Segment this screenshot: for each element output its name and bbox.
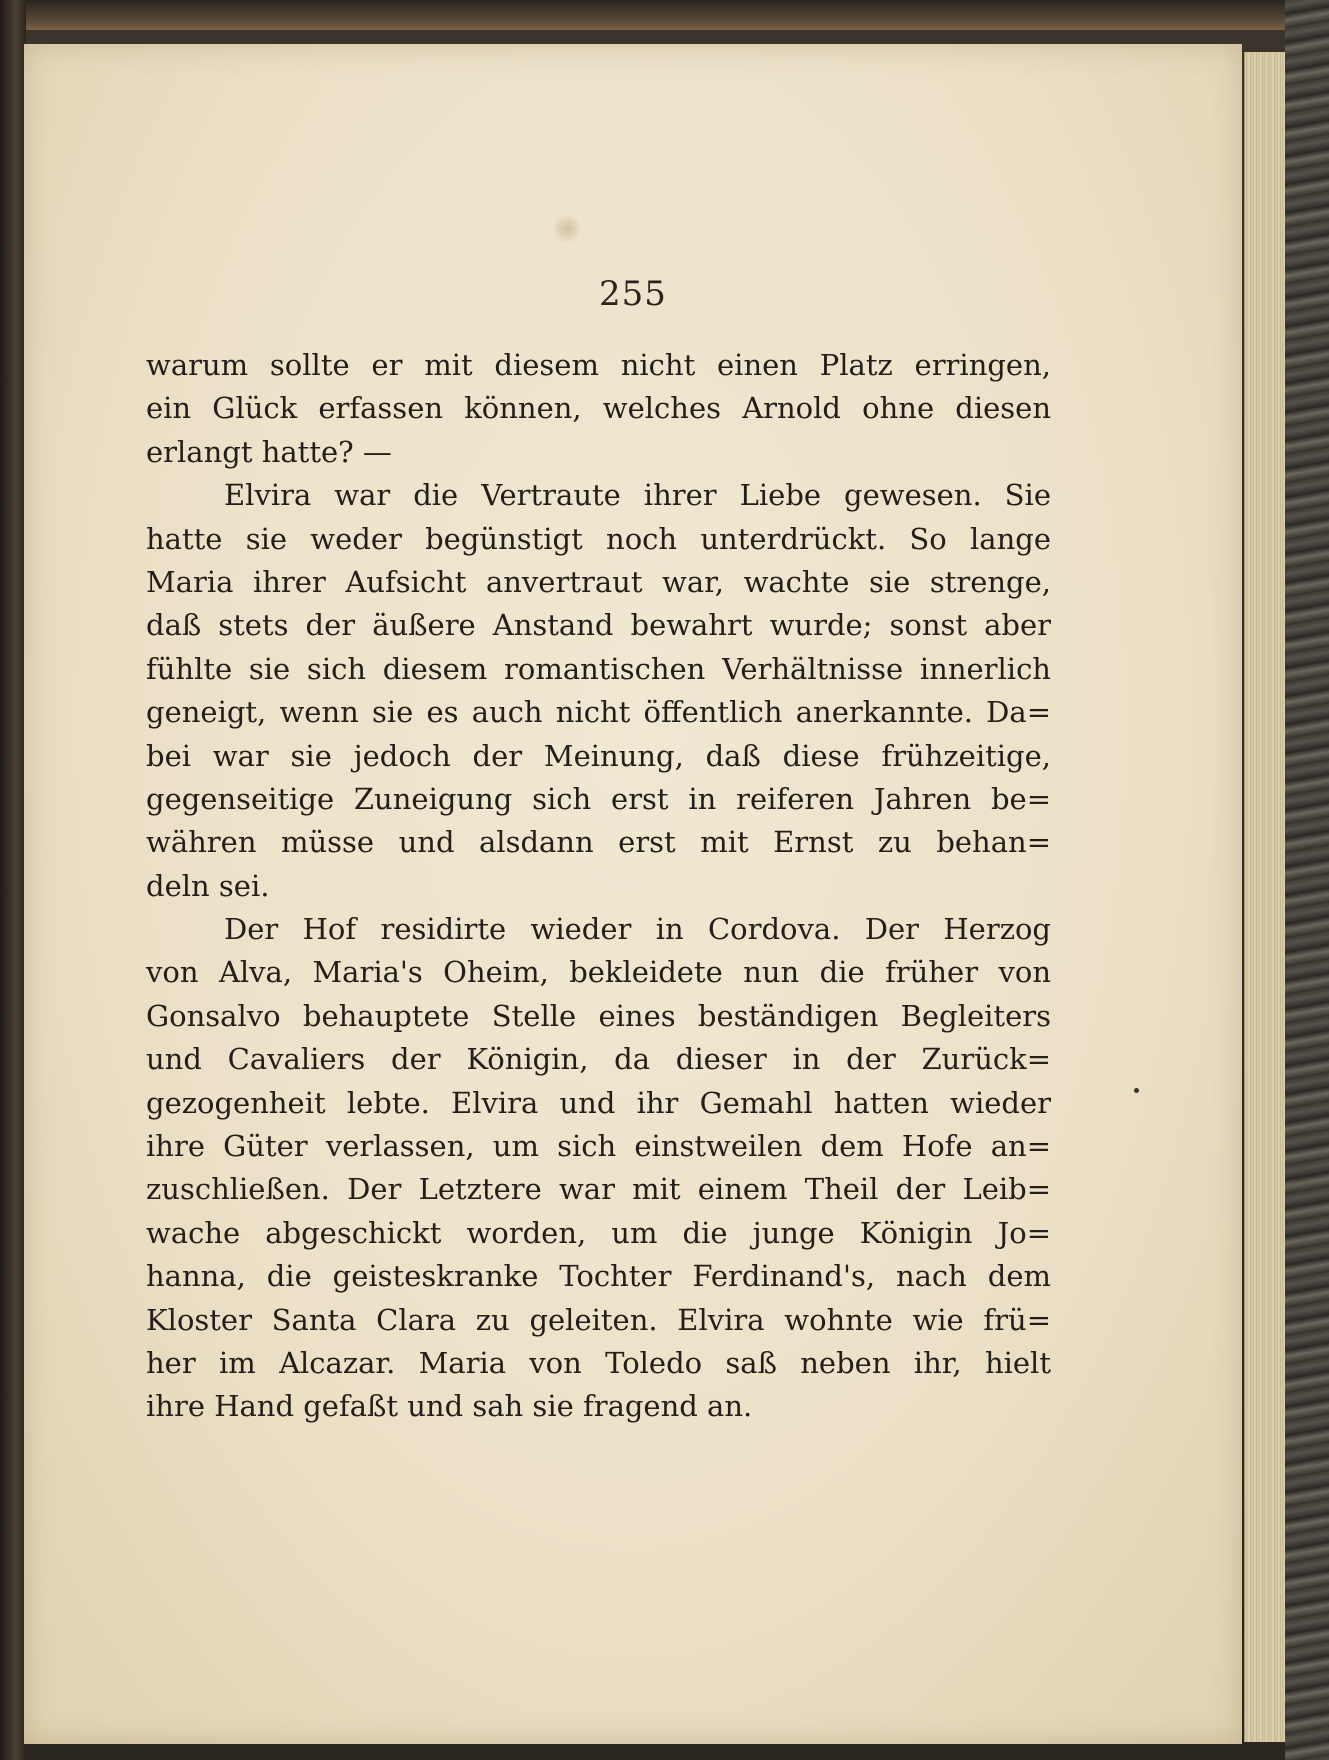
page-stack-edges (1244, 52, 1285, 1742)
text-line: Der Hof residirte wieder in Cordova. Der Herzog (224, 912, 1051, 947)
text-line: bei war sie jedoch der Meinung, daß diese frühzeitige, (146, 738, 1051, 773)
ink-dot (1134, 1088, 1139, 1093)
text-line: gezogenheit lebte. Elvira und ihr Gemahl hatten wieder (146, 1085, 1051, 1120)
text-line: Elvira war die Vertraute ihrer Liebe gewesen. Sie (224, 478, 1051, 513)
text-line: ihre Güter verlassen, um sich einstweilen dem Hofe an= (146, 1129, 1051, 1164)
text-line: gegenseitige Zuneigung sich erst in reiferen Jahren be= (146, 781, 1051, 816)
text-line: hatte sie weder begünstigt noch unterdrückt. So lange (146, 521, 1051, 556)
top-edge (0, 0, 1329, 30)
text-line: geneigt, wenn sie es auch nicht öffentlich anerkannte. Da= (146, 695, 1051, 730)
text-line: ihre Hand gefaßt und sah sie fragend an. (146, 1389, 753, 1424)
paper-stain (554, 212, 580, 246)
body-text (146, 344, 1051, 1429)
marbled-cover-edge (1285, 0, 1329, 1760)
text-line: her im Alcazar. Maria von Toledo saß neben ihr, hielt (146, 1345, 1051, 1380)
text-line: warum sollte er mit diesem nicht einen Platz erringen, (146, 348, 1051, 382)
text-line: zuschließen. Der Letztere war mit einem Theil der Leib= (146, 1172, 1051, 1207)
text-line: und Cavaliers der Königin, da dieser in der Zurück= (146, 1042, 1051, 1077)
text-line: deln sei. (146, 868, 270, 903)
text-line: währen müsse und alsdann erst mit Ernst zu behan= (146, 825, 1051, 860)
page-number: 255 (599, 274, 667, 314)
text-line: ein Glück erfassen können, welches Arnold ohne diesen (146, 391, 1051, 426)
text-line: erlangt hatte? — (146, 434, 392, 469)
text-line: Kloster Santa Clara zu geleiten. Elvira wohnte wie frü= (146, 1302, 1051, 1337)
text-line: fühlte sie sich diesem romantischen Verhältnisse innerlich (146, 651, 1051, 686)
text-line: daß stets der äußere Anstand bewahrt wurde; sonst aber (146, 608, 1051, 643)
text-line: Gonsalvo behauptete Stelle eines beständigen Begleiters (146, 998, 1051, 1033)
book-page (24, 44, 1242, 1744)
text-line: hanna, die geisteskranke Tochter Ferdinand's, nach dem (146, 1259, 1051, 1294)
text-line: von Alva, Maria's Oheim, bekleidete nun die früher von (146, 955, 1051, 990)
text-line: Maria ihrer Aufsicht anvertraut war, wachte sie strenge, (146, 564, 1051, 599)
binding-spine (0, 0, 26, 1760)
text-line: wache abgeschickt worden, um die junge Königin Jo= (146, 1215, 1051, 1250)
